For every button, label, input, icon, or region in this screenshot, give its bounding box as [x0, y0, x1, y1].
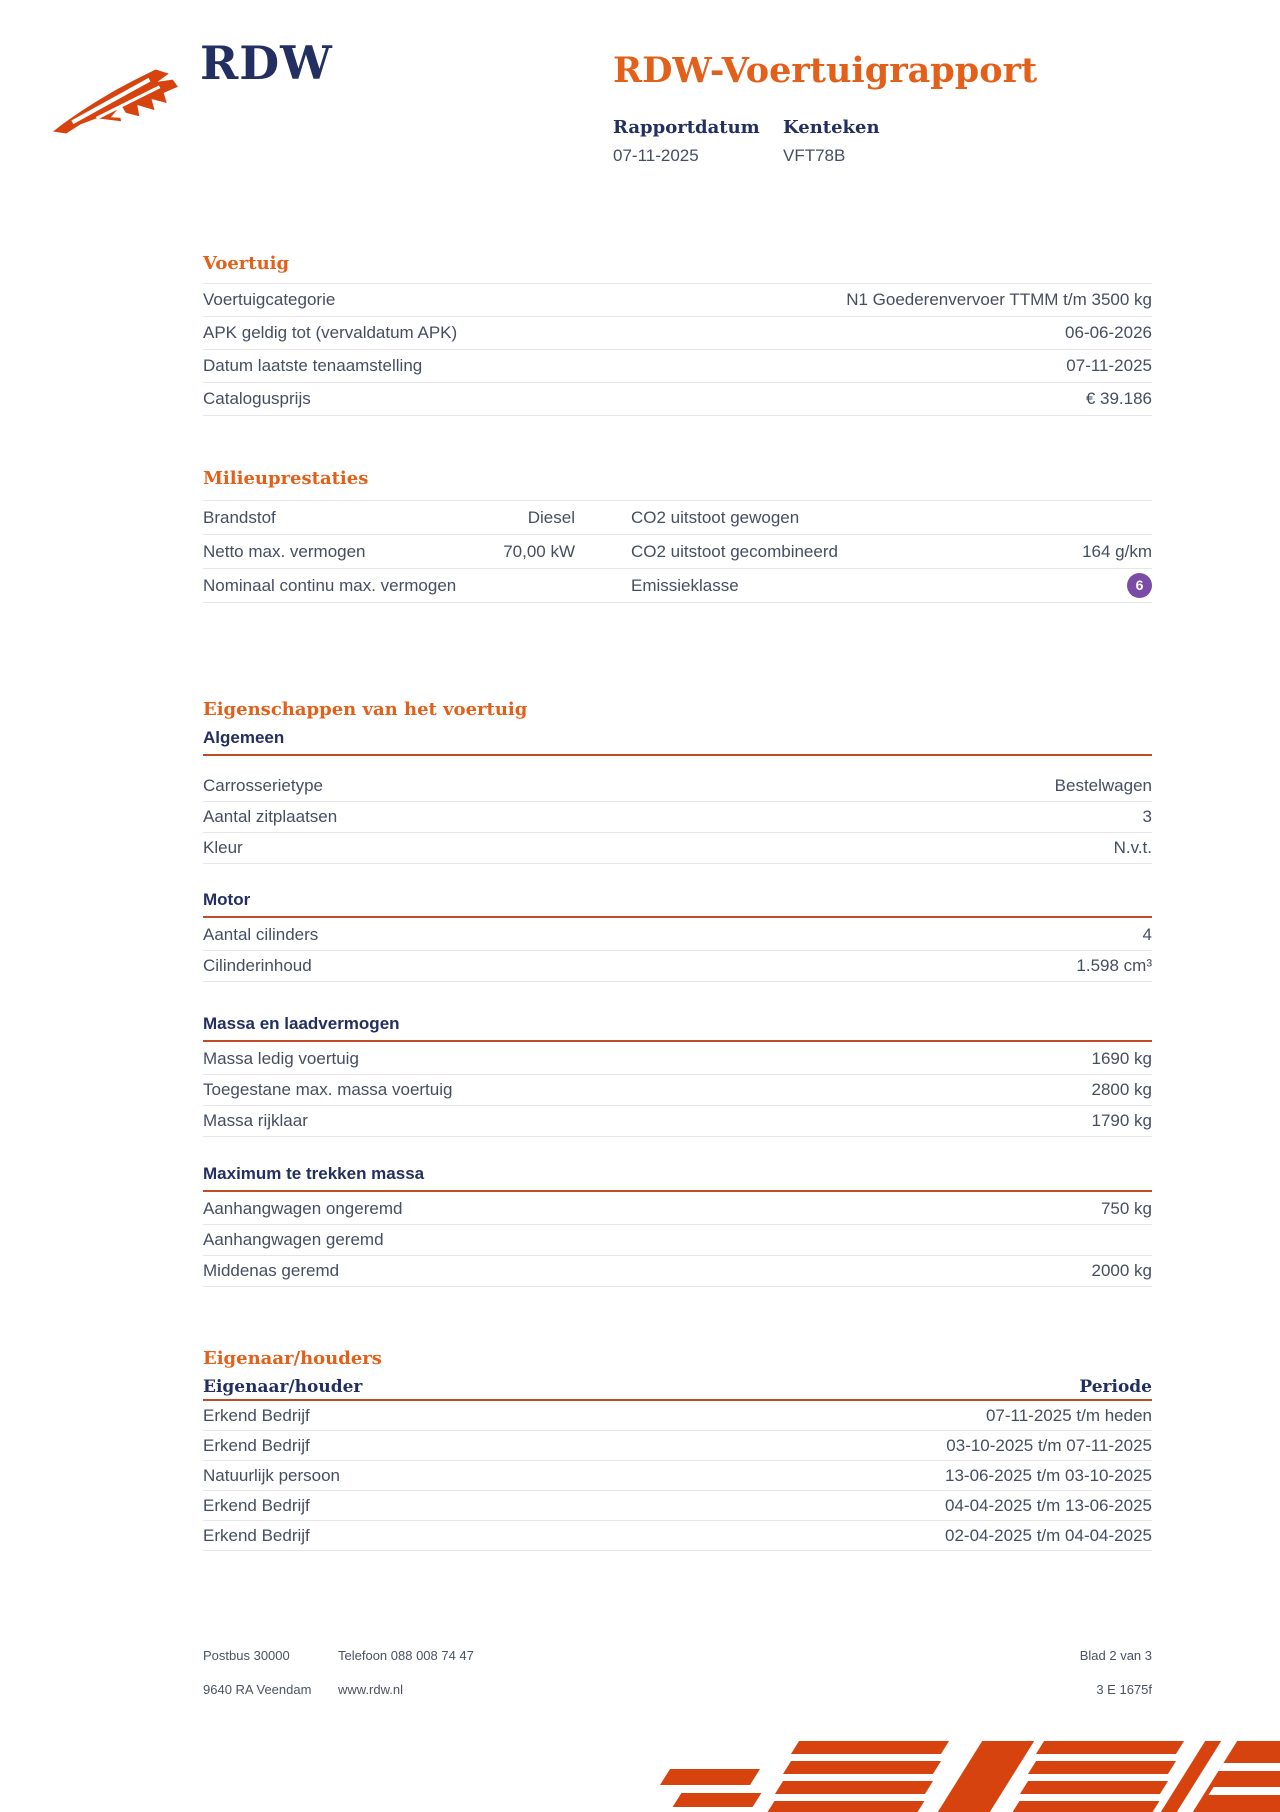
row-value: 70,00 kW — [503, 541, 575, 561]
section-voertuig — [203, 253, 1152, 416]
footer-phone: Telefoon 088 008 74 47 — [338, 1648, 474, 1663]
row-value: € 39.186 — [1085, 389, 1152, 408]
row-label: Aantal cilinders — [203, 925, 319, 944]
subsection-title: Maximum te trekken massa — [203, 1164, 425, 1183]
table-row — [203, 1401, 1152, 1431]
algemeen-table — [203, 756, 1152, 864]
table-row — [203, 569, 1152, 603]
license-plate-label: Kenteken — [783, 117, 880, 138]
table-row — [203, 535, 1152, 569]
footer-line — [203, 1682, 1152, 1716]
table-row — [203, 1256, 1152, 1287]
voertuig-table — [203, 283, 1152, 416]
owner-period: 04-04-2025 t/m 13-06-2025 — [945, 1495, 1152, 1515]
report-date-label: Rapportdatum — [613, 117, 760, 138]
table-row — [203, 1521, 1152, 1551]
emission-class-badge: 6 — [1127, 573, 1152, 598]
footer-line — [203, 1648, 1152, 1682]
row-value: N.v.t. — [1113, 838, 1152, 857]
section-milieuprestaties — [203, 468, 1152, 603]
owner-type: Erkend Bedrijf — [203, 1495, 310, 1515]
row-value: 2800 kg — [1091, 1080, 1152, 1099]
row-label: Voertuigcategorie — [203, 290, 336, 309]
row-value: 4 — [1142, 925, 1152, 944]
owners-table-header — [203, 1375, 1152, 1399]
table-row — [203, 500, 1152, 535]
owner-period: 02-04-2025 t/m 04-04-2025 — [945, 1525, 1152, 1545]
row-label: Datum laatste tenaamstelling — [203, 356, 423, 375]
row-label: Carrosserietype — [203, 776, 323, 795]
row-label: APK geldig tot (vervaldatum APK) — [203, 323, 458, 342]
owner-period: 13-06-2025 t/m 03-10-2025 — [945, 1465, 1152, 1485]
table-row — [203, 1194, 1152, 1225]
page-footer — [203, 1648, 1152, 1716]
row-value: 2000 kg — [1091, 1261, 1152, 1280]
milieu-table — [203, 500, 1152, 603]
owner-period: 03-10-2025 t/m 07-11-2025 — [946, 1435, 1152, 1455]
column-header-period: Periode — [1079, 1377, 1152, 1397]
rdw-wing-graphic — [655, 1741, 1280, 1812]
trekken-table — [203, 1192, 1152, 1287]
row-label: CO2 uitstoot gewogen — [631, 507, 800, 527]
section-heading: Eigenaar/houders — [203, 1348, 382, 1369]
report-date-value: 07-11-2025 — [613, 146, 699, 165]
table-row — [203, 1225, 1152, 1256]
license-plate-value: VFT78B — [783, 146, 846, 165]
table-row — [203, 833, 1152, 864]
section-eigenaren — [203, 1348, 1152, 1551]
row-value: 164 g/km — [1082, 541, 1152, 561]
motor-table — [203, 918, 1152, 982]
row-label: Cilinderinhoud — [203, 956, 312, 975]
report-date-block — [613, 117, 760, 166]
footer-website: www.rdw.nl — [338, 1682, 404, 1697]
row-value: 1690 kg — [1091, 1049, 1152, 1068]
row-label: CO2 uitstoot gecombineerd — [631, 541, 838, 561]
owner-type: Natuurlijk persoon — [203, 1465, 341, 1485]
row-value: N1 Goederenvervoer TTMM t/m 3500 kg — [846, 290, 1152, 309]
row-value: Bestelwagen — [1054, 776, 1152, 795]
row-value — [931, 573, 1152, 598]
owner-period: 07-11-2025 t/m heden — [985, 1405, 1152, 1425]
owner-type: Erkend Bedrijf — [203, 1525, 310, 1545]
row-label: Aanhangwagen ongeremd — [203, 1199, 403, 1218]
license-plate-block — [783, 117, 880, 166]
brand-name: RDW — [200, 36, 333, 90]
section-eigenschappen-heading — [203, 699, 1152, 721]
table-row — [203, 283, 1152, 317]
row-label: Brandstof — [203, 507, 276, 527]
row-value: 1.598 cm³ — [1076, 956, 1152, 975]
rdw-wing-logo-icon — [50, 62, 184, 140]
table-row — [203, 1044, 1152, 1075]
row-value: 07-11-2025 — [1066, 356, 1152, 375]
table-row — [203, 1106, 1152, 1137]
table-row — [203, 1491, 1152, 1521]
subsection-trekken — [203, 1163, 1152, 1287]
row-label: Emissieklasse — [631, 575, 739, 595]
table-row — [203, 771, 1152, 802]
section-heading: Eigenschappen van het voertuig — [203, 699, 528, 720]
column-header-owner: Eigenaar/houder — [203, 1377, 363, 1397]
table-row — [203, 951, 1152, 982]
row-label: Nominaal continu max. vermogen — [203, 575, 457, 595]
row-label: Massa rijklaar — [203, 1111, 308, 1130]
owner-type: Erkend Bedrijf — [203, 1405, 310, 1425]
table-row — [203, 1461, 1152, 1491]
footer-doc-code: 3 E 1675f — [1096, 1682, 1152, 1697]
row-label: Aantal zitplaatsen — [203, 807, 338, 826]
row-label: Kleur — [203, 838, 243, 857]
subsection-title: Massa en laadvermogen — [203, 1014, 400, 1033]
row-value: 750 kg — [1100, 1199, 1152, 1218]
subsection-title: Motor — [203, 890, 251, 909]
subsection-massa — [203, 1013, 1152, 1137]
subsection-motor — [203, 889, 1152, 982]
massa-table — [203, 1042, 1152, 1137]
row-label: Massa ledig voertuig — [203, 1049, 359, 1068]
footer-address-line2: 9640 RA Veendam — [203, 1682, 312, 1697]
page-title: RDW-Voertuigrapport — [613, 50, 1038, 91]
table-row — [203, 350, 1152, 383]
section-heading: Milieuprestaties — [203, 468, 369, 489]
footer-address-line1: Postbus 30000 — [203, 1648, 290, 1663]
table-row — [203, 1075, 1152, 1106]
subsection-title: Algemeen — [203, 728, 285, 747]
table-row — [203, 317, 1152, 350]
row-label: Aanhangwagen geremd — [203, 1230, 384, 1249]
row-value: Diesel — [527, 507, 575, 527]
row-label: Middenas geremd — [203, 1261, 340, 1280]
owners-table — [203, 1401, 1152, 1551]
row-label: Catalogusprijs — [203, 389, 311, 408]
table-row — [203, 1431, 1152, 1461]
row-label: Toegestane max. massa voertuig — [203, 1080, 453, 1099]
row-label: Netto max. vermogen — [203, 541, 366, 561]
subsection-algemeen — [203, 727, 1152, 864]
table-row — [203, 920, 1152, 951]
row-value: 1790 kg — [1091, 1111, 1152, 1130]
row-value: 3 — [1142, 807, 1152, 826]
owner-type: Erkend Bedrijf — [203, 1435, 310, 1455]
footer-page-indicator: Blad 2 van 3 — [1079, 1648, 1152, 1663]
row-value: 06-06-2026 — [1065, 323, 1152, 342]
table-row — [203, 383, 1152, 416]
table-row — [203, 802, 1152, 833]
section-heading: Voertuig — [203, 253, 290, 274]
